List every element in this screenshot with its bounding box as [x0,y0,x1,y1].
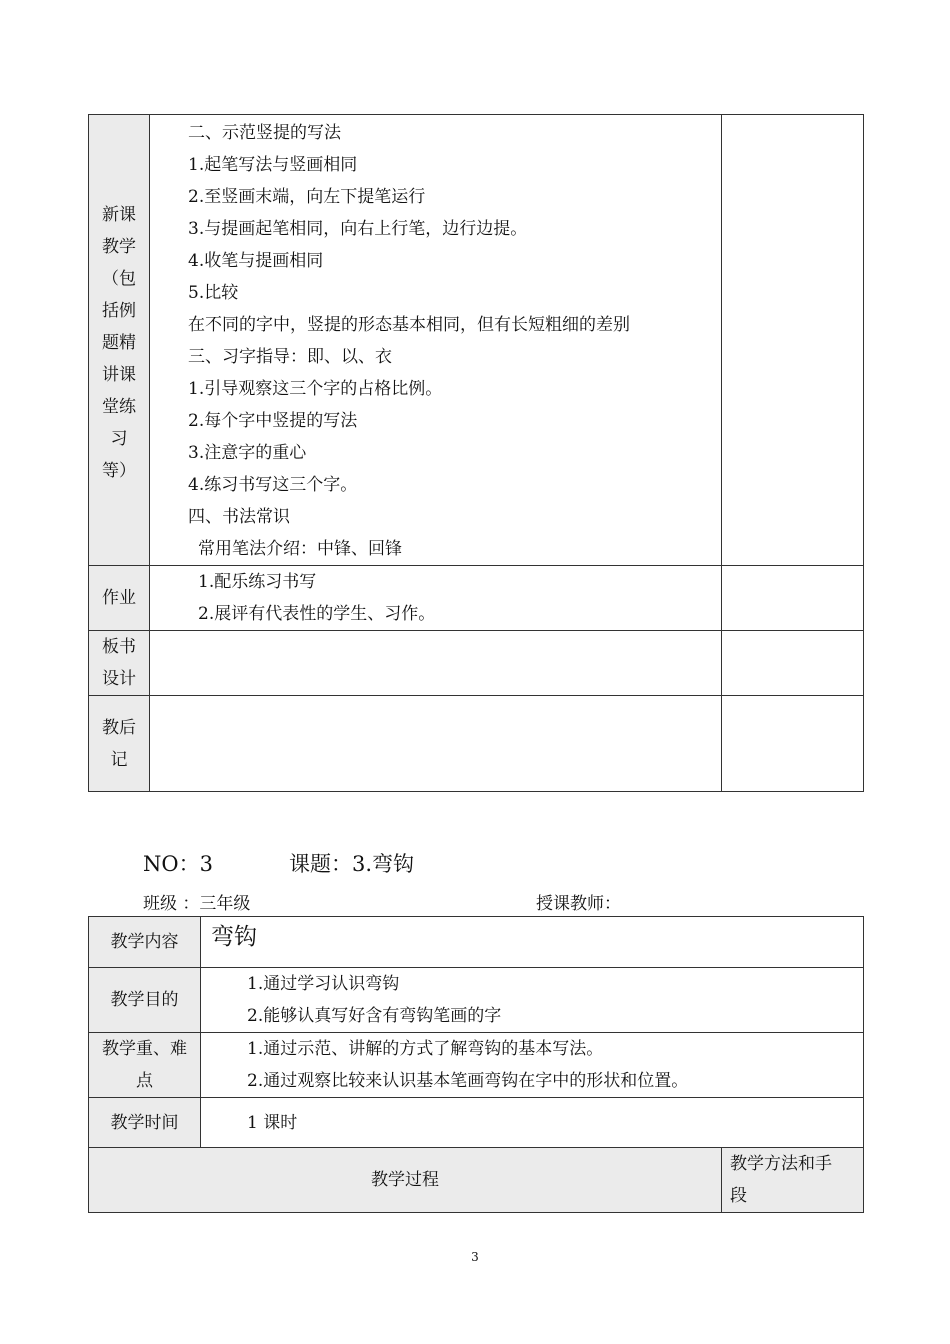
content-line: 4.练习书写这三个字。 [188,475,358,495]
new-lesson-label-cell [89,115,150,566]
teacher-info: 授课教师： [536,894,621,914]
time-label-cell [89,1098,201,1148]
new-lesson-label-line: 题精 [102,333,136,353]
content-line: 1.引导观察这三个字的占格比例。 [188,379,443,399]
homework-label-cell [89,566,150,631]
goal-label-cell [89,968,201,1033]
process-label: 教学过程 [371,1170,439,1190]
time-value: 1 课时 [247,1112,298,1133]
content-line: 1.起笔写法与竖画相同 [188,155,358,175]
content-line: 5.比较 [188,283,239,303]
time-value-cell [201,1098,864,1148]
content-line: 2.每个字中竖提的写法 [188,411,358,431]
reflection-content-cell [150,696,722,792]
homework-line: 1.配乐练习书写 [198,572,317,592]
board-design-label-line: 板书 [102,637,136,657]
page-number: 3 [471,1250,479,1264]
content-line: 3.与提画起笔相同，向右上行笔，边行边提。 [188,219,528,239]
homework-label: 作业 [102,588,136,608]
lesson-topic: 课题：3.弯钩 [289,852,415,876]
new-lesson-label-line: 教学 [102,237,136,257]
goal-line: 1.通过学习认识弯钩 [247,974,400,994]
content-line: 4.收笔与提画相同 [188,251,324,271]
goal-line: 2.能够认真写好含有弯钩笔画的字 [247,1006,502,1026]
content-value-cell [201,917,864,968]
new-lesson-label-line: 堂练 [102,397,136,417]
board-design-method-cell [722,631,864,696]
board-design-label-line: 设计 [102,669,136,689]
content-line: 2.至竖画末端，向左下提笔运行 [188,187,426,207]
goal-content-cell [201,968,864,1033]
lesson3-table [88,916,864,1213]
content-line: 三、习字指导：即、以、衣 [188,347,392,367]
reflection-method-cell [722,696,864,792]
new-lesson-content-cell [150,115,722,566]
new-lesson-label-line: 等） [102,461,136,481]
content-label-cell [89,917,201,968]
key-points-label-cell [89,1033,201,1098]
new-lesson-label-line: （包 [102,269,136,289]
process-header-cell [89,1148,722,1213]
method-cell [722,115,864,566]
key-points-label-line: 教学重、难 [102,1039,187,1059]
key-points-content-cell [201,1033,864,1098]
board-design-label-cell [89,631,150,696]
new-lesson-label-line: 新课 [102,205,136,225]
content-line: 常用笔法介绍：中锋、回锋 [198,539,402,559]
method-header-cell [722,1148,864,1213]
homework-content-cell [150,566,722,631]
content-value: 弯钩 [211,924,257,950]
content-line: 二、示范竖提的写法 [188,123,341,143]
goal-label: 教学目的 [110,990,179,1010]
method-label-line: 教学方法和手 [730,1154,832,1174]
key-points-label-line: 点 [136,1071,153,1091]
reflection-label-cell [89,696,150,792]
reflection-label-line: 教后 [102,717,136,738]
homework-line: 2.展评有代表性的学生、习作。 [198,604,436,624]
key-points-line: 1.通过示范、讲解的方式了解弯钩的基本写法。 [247,1039,604,1059]
key-points-line: 2.通过观察比较来认识基本笔画弯钩在字中的形状和位置。 [247,1071,689,1091]
homework-method-cell [722,566,864,631]
board-design-content-cell [150,631,722,696]
time-label: 教学时间 [110,1112,179,1133]
method-label-line: 段 [730,1186,747,1206]
content-line: 3.注意字的重心 [188,443,307,463]
lesson-continued-table [88,114,864,792]
class-info: 班级 ：三年级 [143,894,251,914]
content-label: 教学内容 [110,932,179,952]
new-lesson-label-line: 括例 [102,301,136,321]
content-line: 在不同的字中，竖提的形态基本相同，但有长短粗细的差别 [188,315,630,335]
content-line: 四、书法常识 [188,507,290,527]
new-lesson-label-line: 习 [110,429,128,449]
reflection-label-line: 记 [110,749,128,770]
new-lesson-label-line: 讲课 [102,365,136,385]
lesson-number: NO：3 [143,852,213,876]
